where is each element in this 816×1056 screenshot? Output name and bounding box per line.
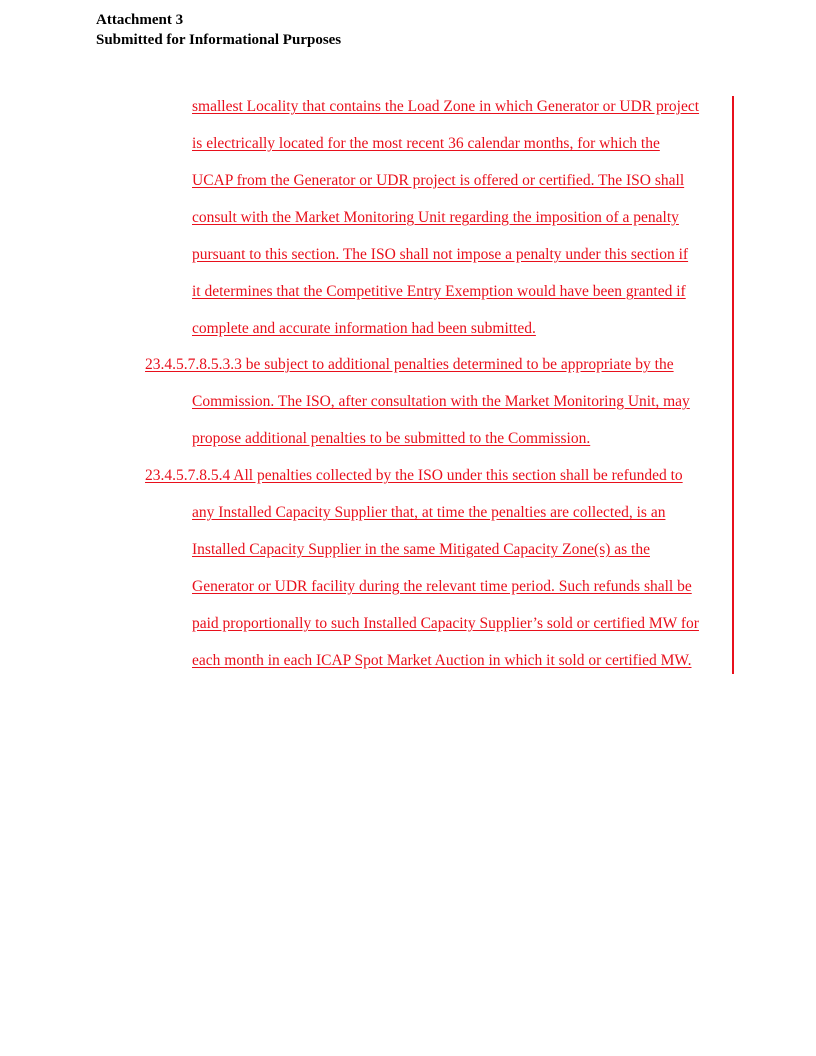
section-heading-line: 23.4.5.7.8.5.3.3 be subject to additional penalties determined to be appropriate by the [145,356,674,373]
body-line: Installed Capacity Supplier in the same Mitigated Capacity Zone(s) as the [192,541,650,558]
body-line: UCAP from the Generator or UDR project is offered or certified. The ISO shall [192,172,685,189]
body-line: Generator or UDR facility during the relevant time period. Such refunds shall be [192,578,692,595]
body-line: paid proportionally to such Installed Capacity Supplier’s sold or certified MW for [192,615,699,632]
section-heading-line: 23.4.5.7.8.5.4 All penalties collected by the ISO under this section shall be refunded to [145,467,683,484]
body-line: is electrically located for the most recent 36 calendar months, for which the [192,135,660,152]
attachment-label: Attachment 3 [96,12,184,28]
submission-note: Submitted for Informational Purposes [96,32,342,48]
body-line: Commission. The ISO, after consultation with the Market Monitoring Unit, may [192,393,690,410]
document-header [96,10,341,50]
body-line: it determines that the Competitive Entry Exemption would have been granted if [192,283,686,300]
revision-change-bar [732,96,734,674]
body-line: complete and accurate information had been submitted. [192,320,536,337]
body-line: smallest Locality that contains the Load Zone in which Generator or UDR project [192,98,700,115]
body-line: propose additional penalties to be submitted to the Commission. [192,430,591,447]
body-line: pursuant to this section. The ISO shall not impose a penalty under this section if [192,246,689,263]
body-line: any Installed Capacity Supplier that, at time the penalties are collected, is an [192,504,666,521]
body-line: consult with the Market Monitoring Unit regarding the imposition of a penalty [192,209,679,226]
body-line: each month in each ICAP Spot Market Auction in which it sold or certified MW. [192,652,692,669]
